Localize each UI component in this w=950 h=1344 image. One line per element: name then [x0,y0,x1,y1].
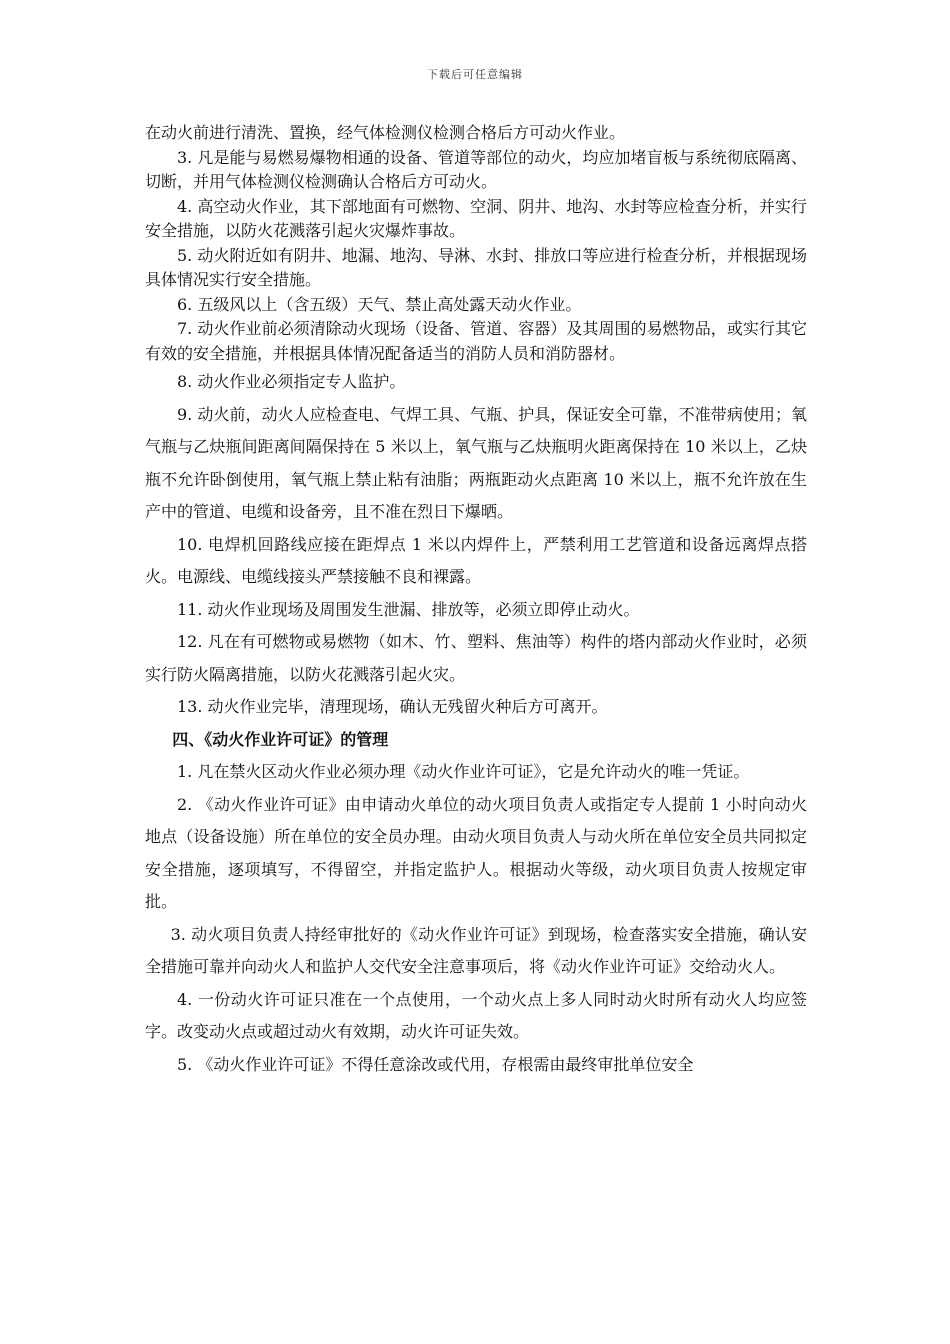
list-item-8: 8. 动火作业必须指定专人监护。 [177,372,406,391]
list-item-11: 11. 动火作业现场及周围发生泄漏、排放等，必须立即停止动火。 [177,599,640,619]
list-item-9: 9. 动火前，动火人应检查电、气焊工具、气瓶、护具，保证安全可靠，不准带病使用；氧气瓶与乙炔瓶间距离间隔保持在 5 米以上，氧气瓶与乙炔瓶明火距离保持在 10 米以上，乙炔瓶不允许卧倒使用，氧气瓶上禁止粘有油脂；两瓶距动火点距离 10 米以上，瓶不允许放在生产中的管道、电缆和设备旁，且不准在烈日下爆晒。 [145,404,807,521]
list-item-13: 13. 动火作业完毕，清理现场，确认无残留火种后方可离开。 [177,697,608,716]
list-item-10: 10. 电焊机回路线应接在距焊点 1 米以内焊件上，严禁利用工艺管道和设备远离焊点搭火。电源线、电缆线接头严禁接触不良和裸露。 [145,534,807,586]
permit-item-2: 2. 《动火作业许可证》由申请动火单位的动火项目负责人或指定专人提前 1 小时向动火地点（设备设施）所在单位的安全员办理。由动火项目负责人与动火所在单位安全员共同拟定安全措施，逐项填写，不得留空，并指定监护人。根据动火等级，动火项目负责人按规定审批。 [145,794,807,911]
permit-item-4: 4. 一份动火许可证只准在一个点使用，一个动火点上多人同时动火时所有动火人均应签字。改变动火点或超过动火有效期，动火许可证失效。 [145,989,807,1041]
list-item-12: 12. 凡在有可燃物或易燃物（如木、竹、塑料、焦油等）构件的塔内部动火作业时，必须实行防火隔离措施，以防火花溅落引起火灾。 [145,632,807,684]
page-header: 下载后可任意编辑 [427,68,523,81]
paragraph-continuation: 在动火前进行清洗、置换，经气体检测仪检测合格后方可动火作业。 [145,123,626,142]
list-item-5: 5. 动火附近如有阴井、地漏、地沟、导淋、水封、排放口等应进行检查分析，并根据现场具体情况实行安全措施。 [145,245,807,289]
list-item-6: 6. 五级风以上（含五级）天气、禁止高处露天动火作业。 [177,294,582,314]
document-body [145,121,807,1081]
list-item-7: 7. 动火作业前必须清除动火现场（设备、管道、容器）及其周围的易燃物品，或实行其它有效的安全措施，并根据具体情况配备适当的消防人员和消防器材。 [145,319,807,363]
list-item-3: 3. 凡是能与易燃易爆物相通的设备、管道等部位的动火，均应加堵盲板与系统彻底隔离、切断，并用气体检测仪检测确认合格后方可动火。 [145,147,807,191]
permit-item-1: 1. 凡在禁火区动火作业必须办理《动火作业许可证》，它是允许动火的唯一凭证。 [177,762,750,781]
permit-item-3: 3. 动火项目负责人持经审批好的《动火作业许可证》到现场，检查落实安全措施，确认安全措施可靠并向动火人和监护人交代安全注意事项后，将《动火作业许可证》交给动火人。 [145,924,807,976]
section-heading: 四、《动火作业许可证》的管理 [172,729,389,749]
permit-item-5: 5. 《动火作业许可证》不得任意涂改或代用，存根需由最终审批单位安全 [177,1054,694,1074]
list-item-4: 4. 高空动火作业，其下部地面有可燃物、空洞、阴井、地沟、水封等应检查分析，并实行安全措施，以防火花溅落引起火灾爆炸事故。 [145,196,807,240]
